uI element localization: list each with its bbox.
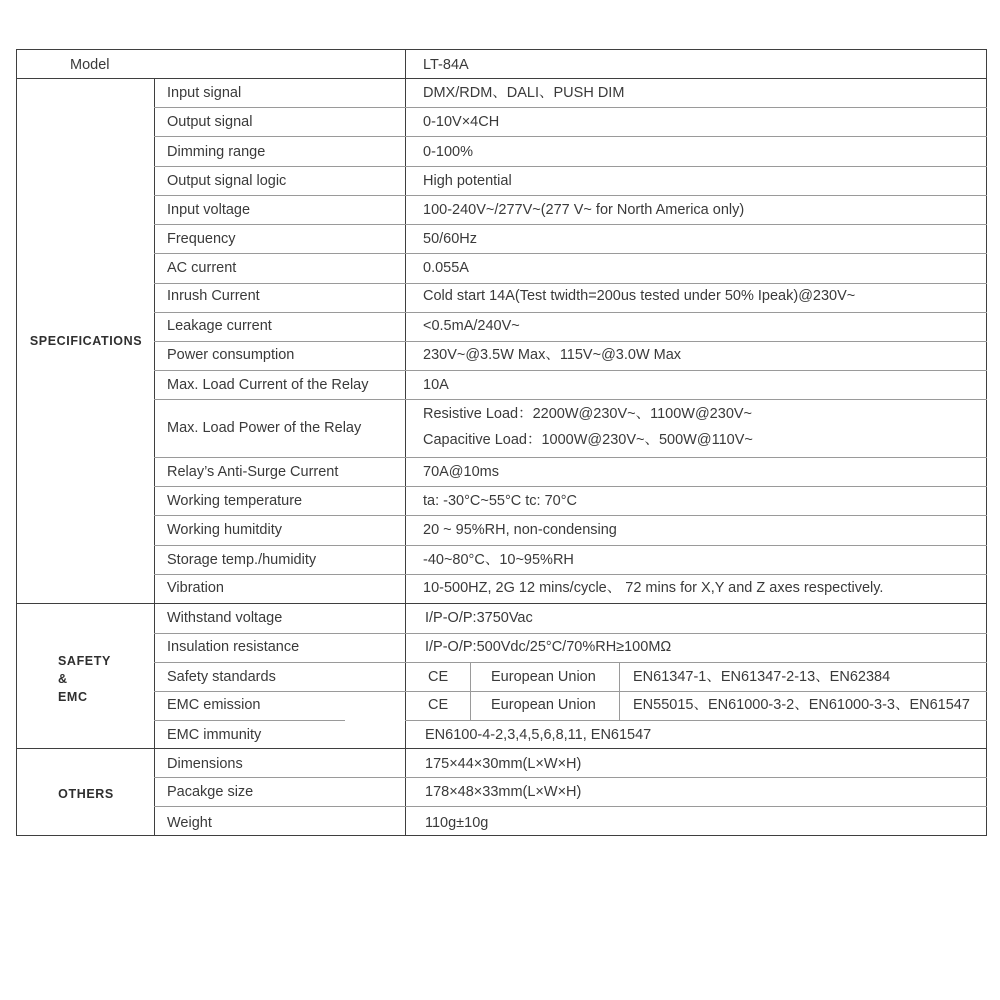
spec-value: EN55015、EN61000-3-2、EN61000-3-3、EN61547	[633, 697, 970, 713]
section-others: OTHERS	[58, 787, 114, 801]
spec-value: 230V~@3.5W Max、115V~@3.0W Max	[423, 347, 682, 363]
spec-label: Weight	[167, 815, 212, 831]
spec-value: 50/60Hz	[423, 231, 478, 247]
spec-label: Output signal	[167, 114, 253, 130]
spec-label: Insulation resistance	[167, 639, 300, 655]
spec-value: 175×44×30mm(L×W×H)	[425, 756, 582, 772]
spec-value: 110g±10g	[425, 815, 489, 831]
row-divider	[16, 78, 987, 79]
spec-label: Max. Load Power of the Relay	[167, 420, 362, 436]
spec-value: 0-100%	[423, 144, 473, 160]
row-divider	[154, 662, 987, 663]
row-divider	[154, 107, 987, 108]
spec-value: EN61347-1、EN61347-2-13、EN62384	[633, 669, 891, 685]
spec-label: Dimming range	[167, 144, 266, 160]
section-specifications: SPECIFICATIONS	[29, 334, 143, 348]
row-divider	[154, 777, 987, 778]
row-divider	[154, 195, 987, 196]
spec-label: Output signal logic	[167, 173, 287, 189]
row-divider	[154, 312, 987, 313]
spec-label: Relay’s Anti-Surge Current	[167, 464, 339, 480]
spec-value: Cold start 14A(Test twidth=200us tested under 50% Ipeak)@230V~	[423, 288, 856, 304]
spec-label: Safety standards	[167, 669, 276, 685]
cert-region: European Union	[491, 669, 596, 685]
row-divider	[154, 166, 987, 167]
spec-label: Power consumption	[167, 347, 295, 363]
spec-label: AC current	[167, 260, 237, 276]
row-divider	[154, 224, 987, 225]
spec-value: 100-240V~/277V~(277 V~ for North America only)	[423, 202, 745, 218]
spec-value-line2: Capacitive Load：1000W@230V~、500W@110V~	[423, 432, 753, 448]
spec-label: Pacakge size	[167, 784, 254, 800]
spec-value: <0.5mA/240V~	[423, 318, 520, 334]
spec-value: I/P-O/P:500Vdc/25°C/70%RH≥100MΩ	[425, 639, 672, 655]
section-and: &	[58, 672, 68, 686]
spec-value: -40~80°C、10~95%RH	[423, 552, 574, 568]
section-safety: SAFETY	[58, 654, 111, 668]
model-label: Model	[70, 57, 110, 73]
row-divider	[405, 720, 987, 721]
spec-value: 0.055A	[423, 260, 469, 276]
spec-label: Inrush Current	[167, 288, 260, 304]
column-divider	[405, 49, 406, 836]
cert-region: European Union	[491, 697, 596, 713]
spec-label: Input signal	[167, 85, 242, 101]
cert-mark: CE	[428, 669, 449, 685]
spec-value: 178×48×33mm(L×W×H)	[425, 784, 582, 800]
spec-label: Working humitdity	[167, 522, 282, 538]
row-divider	[16, 603, 987, 604]
row-divider	[154, 399, 987, 400]
row-divider	[154, 633, 987, 634]
model-value: LT-84A	[423, 57, 469, 73]
row-divider	[154, 574, 987, 575]
spec-label: EMC immunity	[167, 727, 262, 743]
spec-value: 20 ~ 95%RH, non-condensing	[423, 522, 617, 538]
row-divider	[154, 283, 987, 284]
spec-label: Dimensions	[167, 756, 243, 772]
spec-value: I/P-O/P:3750Vac	[425, 610, 533, 626]
row-divider	[154, 370, 987, 371]
spec-value: DMX/RDM、DALI、PUSH DIM	[423, 85, 625, 101]
section-emc: EMC	[58, 690, 88, 704]
row-divider	[154, 457, 987, 458]
row-divider	[154, 341, 987, 342]
spec-label: EMC emission	[167, 697, 261, 713]
row-divider	[154, 253, 987, 254]
row-divider	[154, 545, 987, 546]
row-divider	[16, 748, 987, 749]
spec-value: Resistive Load：2200W@230V~、1100W@230V~	[423, 406, 753, 422]
spec-value: High potential	[423, 173, 512, 189]
spec-value: 10A	[423, 377, 449, 393]
spec-label: Storage temp./humidity	[167, 552, 317, 568]
spec-label: Working temperature	[167, 493, 303, 509]
spec-value: 70A@10ms	[423, 464, 499, 480]
spec-value: 10-500HZ, 2G 12 mins/cycle、 72 mins for X,Y and Z axes respectively.	[423, 580, 884, 596]
spec-label: Vibration	[167, 580, 224, 596]
cert-mark: CE	[428, 697, 449, 713]
spec-value: ta: -30°C~55°C tc: 70°C	[423, 493, 578, 509]
spec-value: 0-10V×4CH	[423, 114, 500, 130]
spec-label: Withstand voltage	[167, 610, 283, 626]
row-divider	[154, 136, 987, 137]
row-divider	[154, 806, 987, 807]
spec-value: EN6100-4-2,3,4,5,6,8,11, EN61547	[425, 727, 652, 743]
spec-label: Input voltage	[167, 202, 251, 218]
spec-label: Max. Load Current of the Relay	[167, 377, 369, 393]
spec-label: Leakage current	[167, 318, 272, 334]
row-divider	[154, 720, 345, 721]
spec-label: Frequency	[167, 231, 236, 247]
row-divider	[154, 691, 987, 692]
row-divider	[154, 515, 987, 516]
row-divider	[154, 486, 987, 487]
